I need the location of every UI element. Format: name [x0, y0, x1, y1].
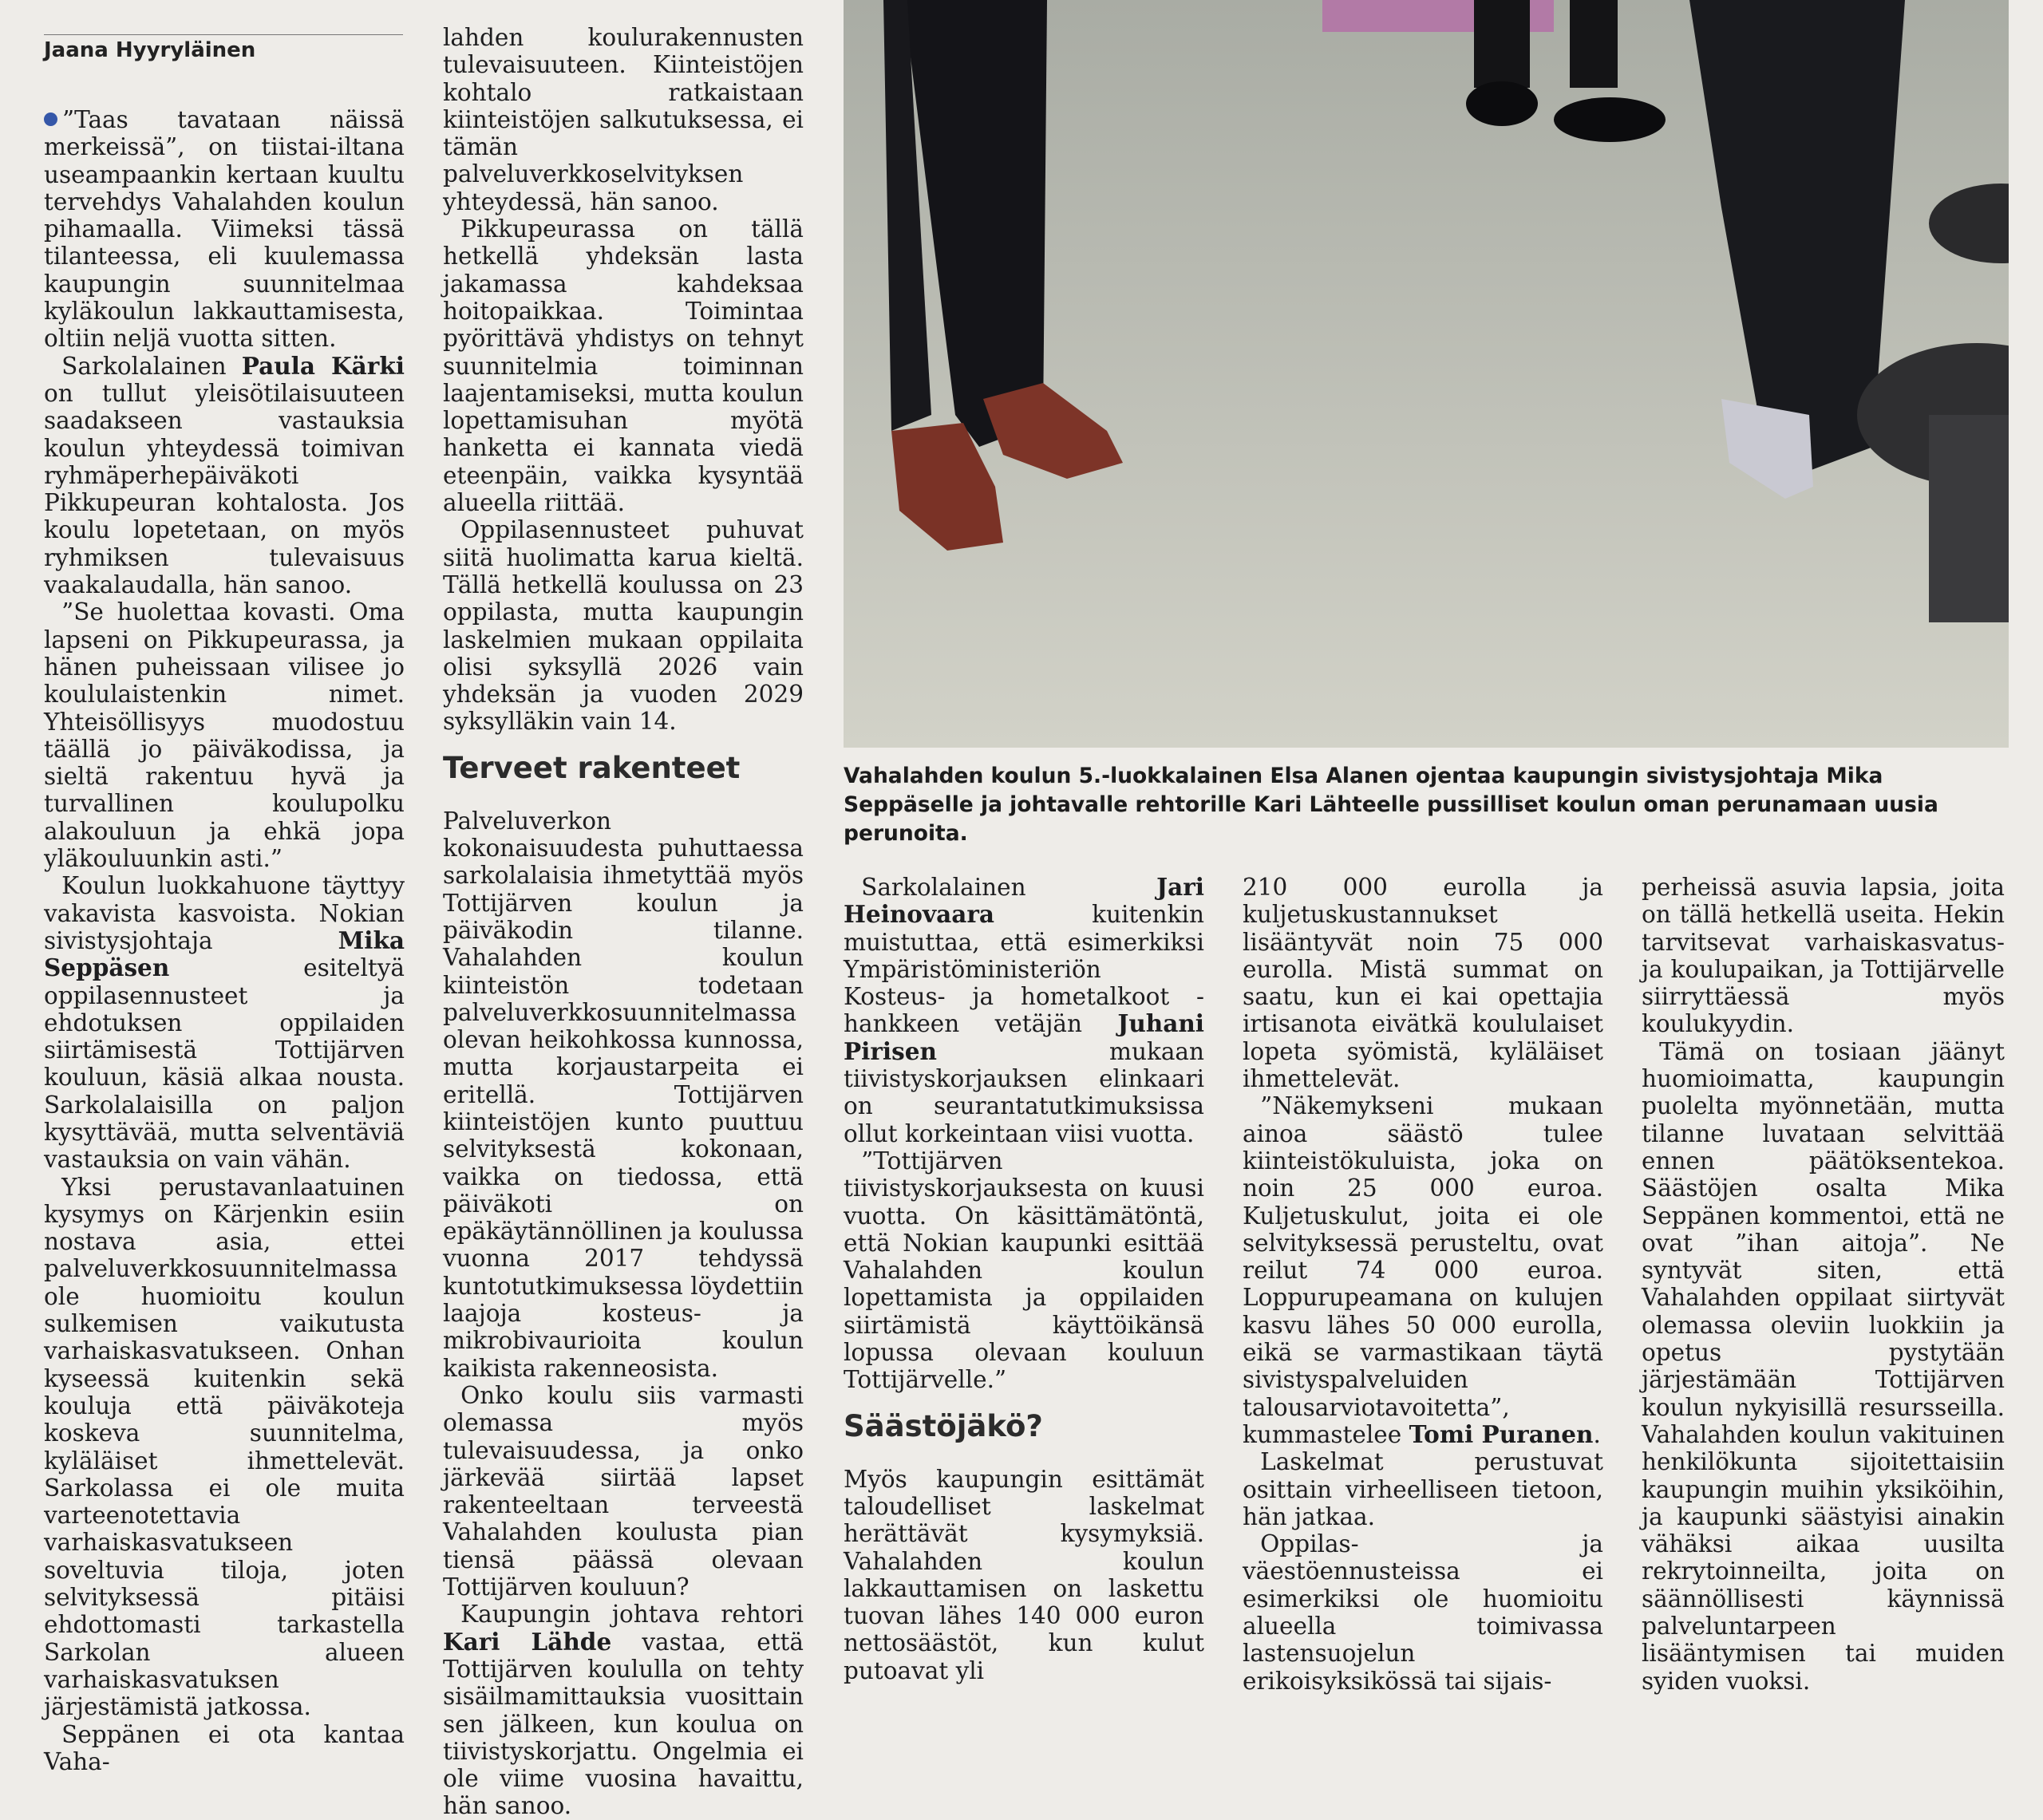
paragraph: Pikkupeurassa on tällä hetkellä yhdeksän lasta jakamassa kahdeksaa hoitopaikkaa. Toimintaa pyörittävä yhdistys on tehnyt suunnitelmia toiminnan laajentamiseksi, mutta koulun lopettamisuhan myötä hanketta ei kannata viedä eteenpäin, vaikka kysyntää alueella riittää. [443, 215, 804, 517]
photo-caption: Vahalahden koulun 5.-luokkalainen Elsa Alanen ojentaa kaupungin sivistysjohtaja Mika Seppäselle ja johtavalle rehtorille Kari Lähteelle pussilliset koulun oman perunamaan uusia perunoita. [844, 764, 1938, 846]
article-column-5 [1642, 874, 2005, 1695]
article-column-3 [844, 874, 1204, 1684]
text: Sarkolalainen [61, 352, 242, 380]
article-column-1 [44, 106, 405, 1775]
photo-scene [844, 0, 2009, 748]
paragraph [844, 874, 1204, 1147]
paragraph: Laskelmat perustuvat osittain virheelliseen tietoon, hän jatkaa. [1243, 1448, 1603, 1530]
paragraph [1243, 1092, 1603, 1448]
text: Kaupungin johtava rehtori [460, 1601, 804, 1629]
paragraph: Yksi perustavanlaatuinen kysymys on Kärjenkin esiin nostava asia, ettei palveluverkkosuunnitelmassa ole huomioitu koulun sulkemisen vaikutusta varhaiskasvatukseen. Onhan kyseessä kuitenkin sekä kouluja että päiväkoteja koskeva suunnitelma, kyläläiset ihmettelevät. Sarkolassa ei ole muita varteenotettavia varhaiskasvatukseen soveltuvia tiloja, joten selvityksessä pitäisi ehdottomasti tarkastella Sarkolan alueen varhaiskasvatuksen järjestämistä jatkossa. [44, 1173, 405, 1721]
paragraph: Oppilasennusteet puhuvat siitä huolimatta karua kieltä. Tällä hetkellä koulussa on 23 oppilasta, mutta kaupungin laskelmien mukaan oppilaita olisi syksyllä 2026 vain yhdeksän ja vuoden 2029 syksylläkin vain 14. [443, 516, 804, 736]
paragraph-text: ”Taas tavataan näissä merkeissä”, on tiistai-iltana useampaankin kertaan kuultu tervehdys Vahalahden koulun pihamaalla. Viimeksi tässä tilanteessa, eli kuulemassa kaupungin suunnitelmaa kyläkoulun lakkauttamisesta, oltiin neljä vuotta sitten. [44, 106, 405, 353]
text: on tullut yleisötilaisuuteen saadakseen vastauksia koulun yhteydessä toimivan ryhmäperhepäiväkoti Pikkupeuran kohtalosta. Jos koulu lopetetaan, on myös ryhmiksen tulevaisuus vaakalaudalla, hän sanoo. [44, 379, 405, 599]
byline: Jaana Hyyryläinen [44, 34, 403, 62]
paragraph: lahden koulurakennusten tulevaisuuteen. Kiinteistöjen kohtalo ratkaistaan kiinteistöjen salkutuksessa, ei tämän palveluverkkoselvityksen yhteydessä, hän sanoo. [443, 24, 804, 215]
paragraph: Seppänen ei ota kantaa Vaha- [44, 1720, 405, 1775]
black-shoe [1466, 81, 1538, 126]
paragraph: ”Tottijärven tiivistyskorjauksesta on kuusi vuotta. On käsittämätöntä, että Nokian kaupunki esittää Vahalahden koulun lopettamista ja oppilaiden siirtämistä käyttöikänsä lopussa olevaan kouluun Tottijärvelle.” [844, 1147, 1204, 1394]
paragraph [443, 1601, 804, 1819]
paragraph: 210 000 eurolla ja kuljetuskustannukset lisääntyvät noin 75 000 eurolla. Mistä summat on saatu, kun ei kai opettajia irtisanota eivätkä koululaiset lopeta syömistä, kyläläiset ihmettelevät. [1243, 874, 1603, 1093]
black-shoe [1554, 97, 1666, 142]
text: . [1593, 1420, 1601, 1448]
paragraph: Tämä on tosiaan jäänyt huomioimatta, kaupungin puolelta myönnetään, mutta tilanne luvataan selvittää ennen päätöksentekoa. Säästöjen osalta Mika Seppänen kommentoi, että ne ovat ”ihan aitoja”. Ne syntyvät siten, että Vahalahden oppilaat siirtyvät olemassa oleviin luokkiin ja opetus pystytään järjestämään Tottijärven koulun nykyisillä resursseilla. Vahalahden koulun vakituinen henkilökunta sijoitettaisiin kaupungin muihin yksiköihin, ja kaupunki säästyisi ainakin vähäksi aikaa uusilta rekrytoinneilta, joita on säännöllisesti käynnissä palveluntarpeen lisääntymisen tai muiden syiden vuoksi. [1642, 1037, 2005, 1695]
text: Sarkolalainen [861, 874, 1157, 901]
paragraph [44, 353, 405, 599]
paragraph: Myös kaupungin esittämät taloudelliset laskelmat herättävät kysymyksiä. Vahalahden koulun lakkauttamisen on laskettu tuovan lähes 140 000 euron nettosäästöt, kun kulut putoavat yli [844, 1465, 1204, 1684]
subheading: Säästöjäkö? [844, 1408, 1043, 1443]
text: mukaan tiivistyskorjauksen elinkaari on seurantatutkimuksissa ollut korkeintaan viisi vuotta. [844, 1037, 1204, 1147]
person-name: Tomi Puranen [1409, 1419, 1594, 1448]
article-column-4 [1243, 874, 1603, 1695]
text: vastaa, että Tottijärven koululla on tehty sisäilmamittauksia vuosittain sen jälkeen, kun koulua on tiivistyskorjattu. Ongelmia ei ole viime vuosina havaittu, hän sanoo. [443, 1628, 804, 1820]
subheading: Terveet rakenteet [443, 750, 741, 785]
person-name: Juhani Pirisen [844, 1009, 1204, 1065]
person-name: Kari Lähde [443, 1627, 612, 1656]
text: ”Näkemykseni mukaan ainoa säästö tulee kiinteistökuluista, joka on noin 25 000 euroa. Kuljetuskulut, joita ei ole selvityksessä perusteltu, ovat reilut 74 000 euroa. Loppurupeamana on kulujen kasvu lähes 50 000 eurolla, eikä se varmastikaan täytä sivistyspalveluiden talousarviotavoitetta”, kummastelee [1243, 1092, 1603, 1448]
bullet-dot-icon [44, 113, 57, 126]
text: Koulun luokkahuone täyttyy vakavista kasvoista. Nokian sivistysjohtaja [44, 872, 405, 954]
paragraph: Oppilas- ja väestöennusteissa ei esimerkiksi ole huomioitu alueella toimivassa lastensuojelun erikoisyksikössä tai sijais- [1243, 1530, 1603, 1695]
paragraph: Onko koulu siis varmasti olemassa myös tulevaisuudessa, ja onko järkevää siirtää lapset rakenteeltaan terveestä Vahalahden koulusta pian tiensä päässä olevaan Tottijärven kouluun? [443, 1381, 804, 1601]
article-photo [844, 0, 2009, 748]
text: kuitenkin muistuttaa, että esimerkiksi Ympäristöministeriön Kosteus- ja hometalkoot -hankkeen vetäjän [844, 901, 1204, 1038]
paragraph: Palveluverkon kokonaisuudesta puhuttaessa sarkolalaisia ihmetyttää myös Tottijärven koulun ja päiväkodin tilanne. Vahalahden koulun kiinteistön todetaan palveluverkkosuunnitelmassa olevan heikohkossa kunnossa, mutta korjaustarpeita ei eritellä. Tottijärven kiinteistöjen kunto puuttuu selvityksestä kokonaan, vaikka on tiedossa, että päiväkoti on epäkäytännöllinen ja koulussa vuonna 2017 tehdyssä kuntotutkimuksessa löydettiin laajoja kosteus- ja mikrobivaurioita koulun kaikista rakenneosista. [443, 807, 804, 1382]
person-name: Paula Kärki [241, 351, 405, 380]
paragraph: ”Se huolettaa kovasti. Oma lapseni on Pikkupeurassa, ja hänen puheissaan vilisee jo koululaistenkin nimet. Yhteisöllisyys muodostuu täällä jo päiväkodissa, ja sieltä rakentuu hyvä ja turvallinen koulupolku alakouluun ja ehkä jopa yläkouluunkin asti.” [44, 598, 405, 873]
article-column-2 [443, 24, 804, 1820]
text: esiteltyä oppilasennusteet ja ehdotuksen oppilaiden siirtämisestä Tottijärven kouluun, käsiä alkaa nousta. Sarkolalaisilla on paljon kysyttävää, mutta selventäviä vastauksia on vain vähän. [44, 954, 405, 1174]
paragraph [44, 106, 405, 353]
middle-person-legs [1474, 0, 1530, 88]
person-name: Mika Seppäsen [44, 926, 405, 982]
person-name: Jari Heinovaara [844, 873, 1204, 929]
paragraph: perheissä asuvia lapsia, joita on tällä hetkellä useita. Hekin tarvitsevat varhaiskasvatus- ja koulupaikan, ja Tottijärvelle siirryttäessä myös koulukyydin. [1642, 874, 2005, 1038]
paragraph [44, 872, 405, 1173]
